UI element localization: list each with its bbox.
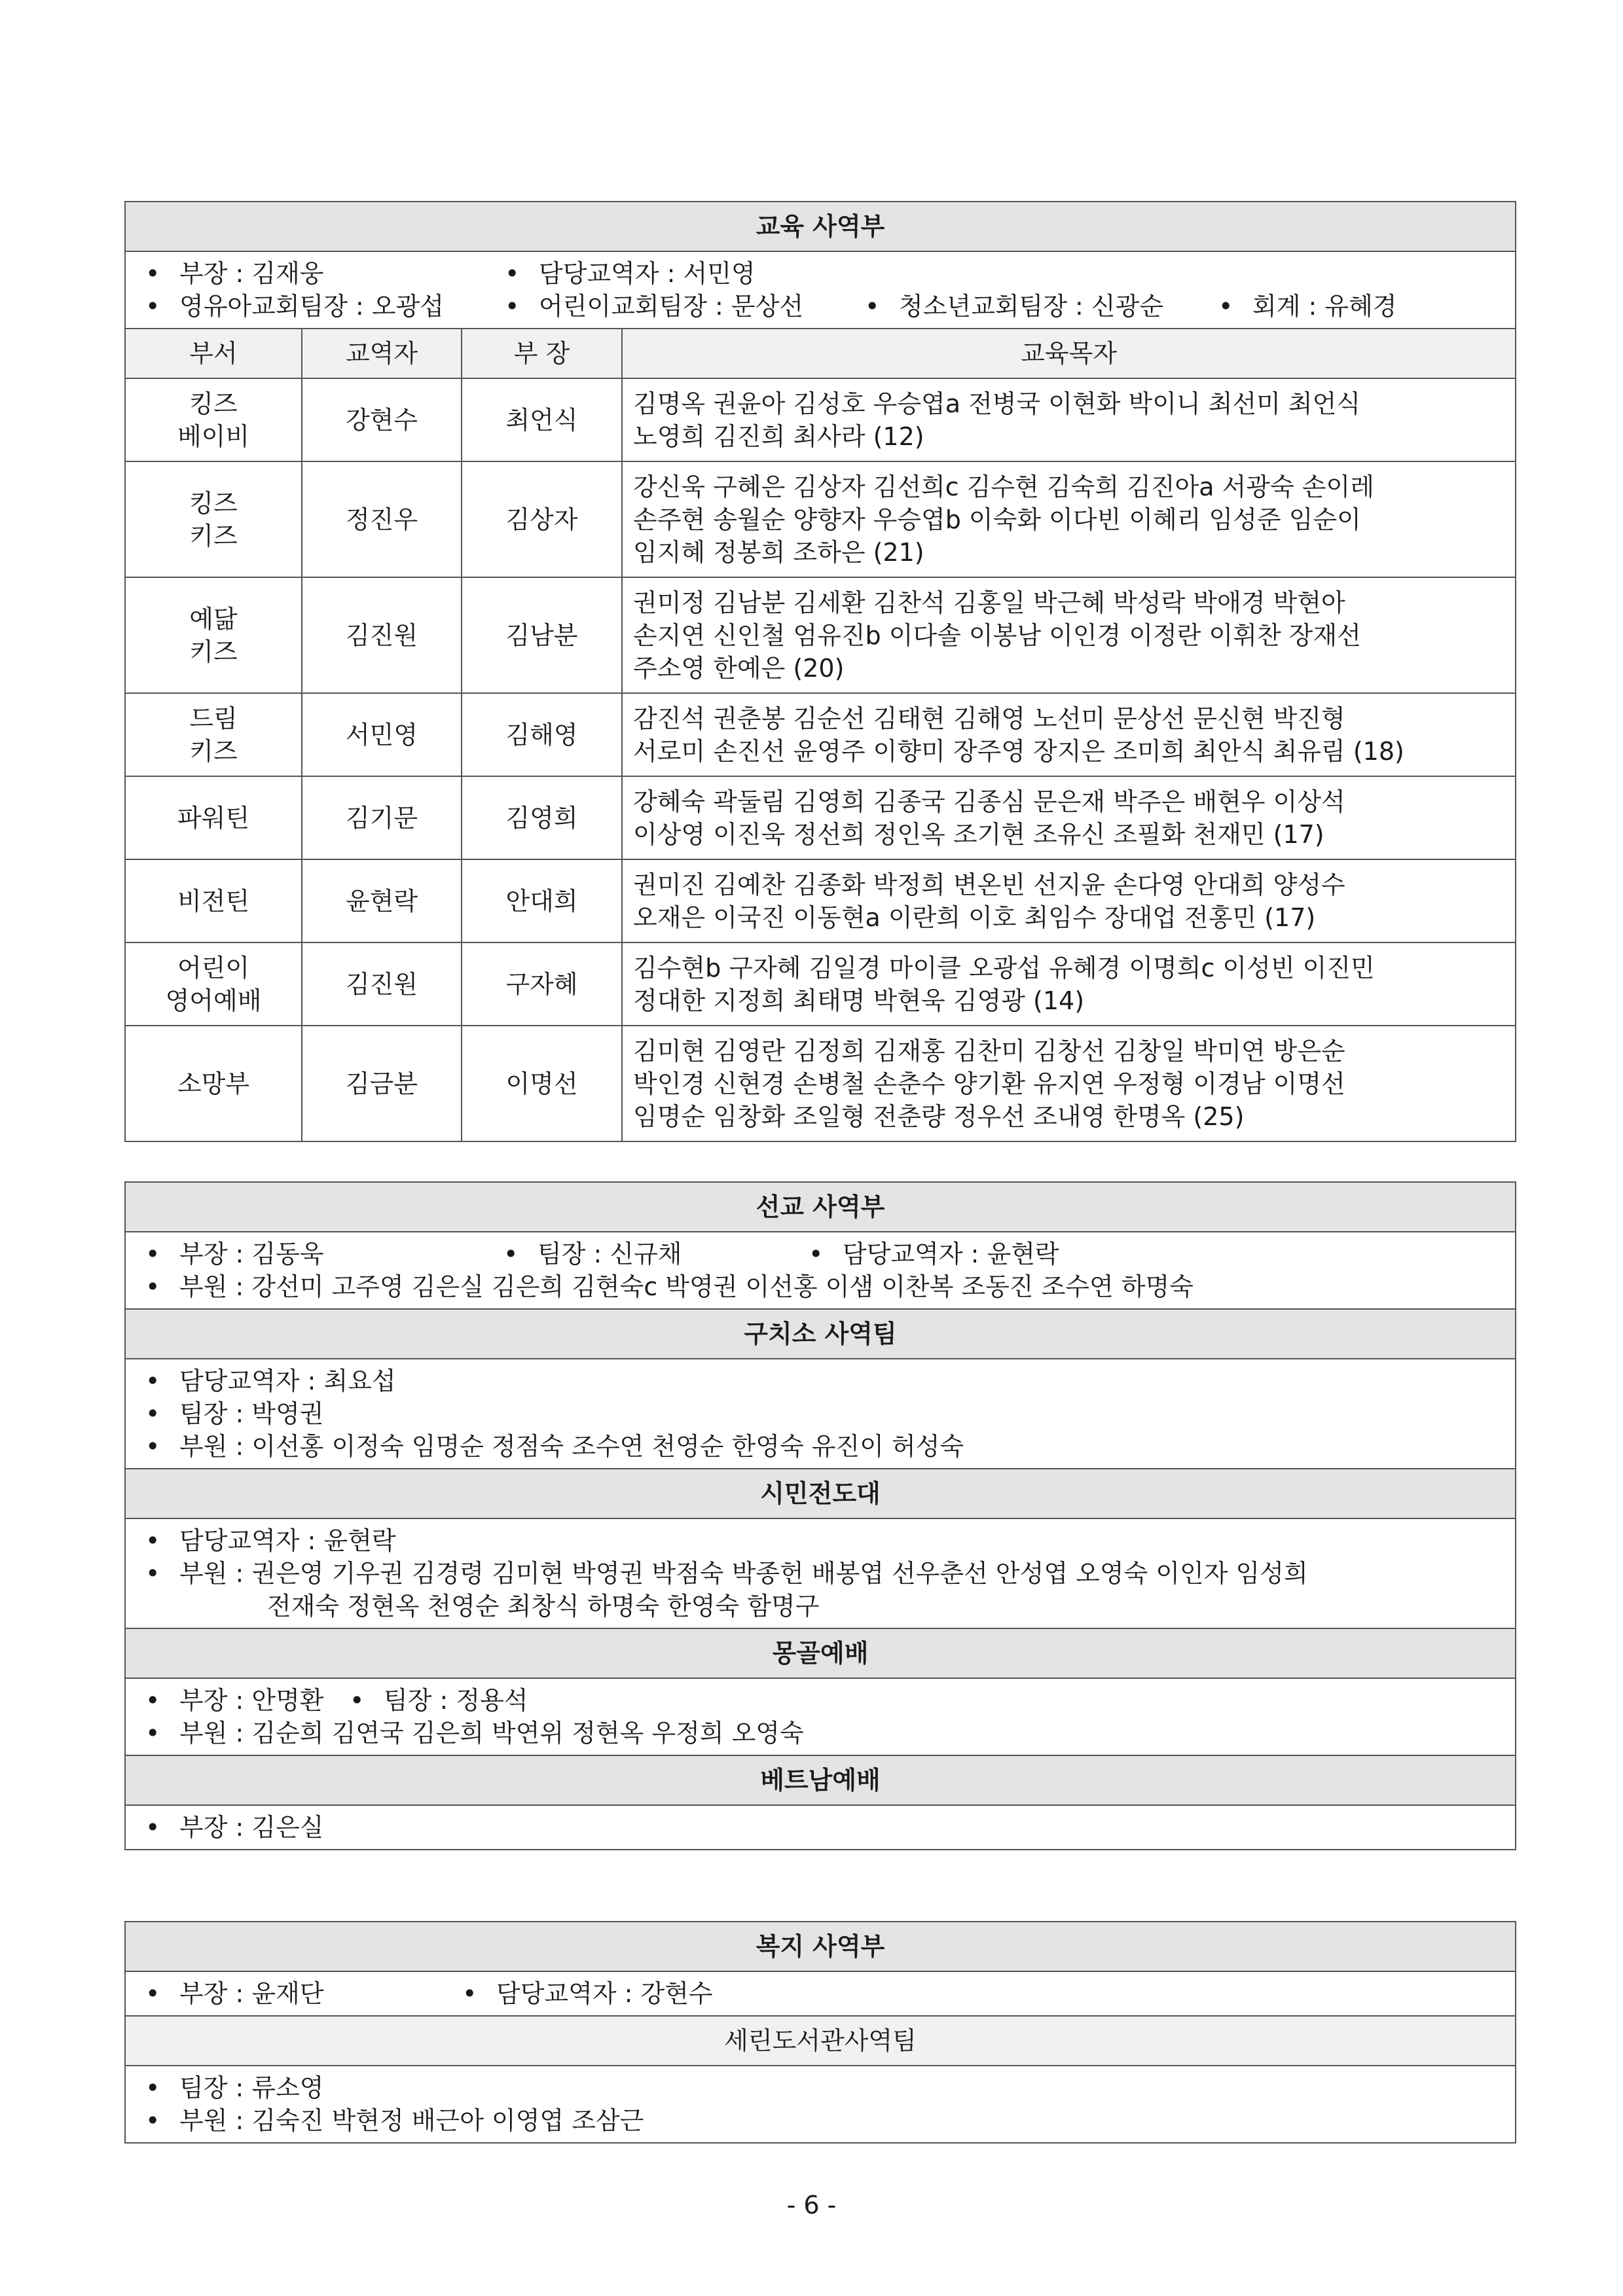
education-head: 부장 : 김재웅	[179, 259, 324, 288]
teachers-line: 오재은 이국진 이동현a 이란희 이호 최임수 장대업 전홍민 (17)	[633, 903, 1316, 932]
dept-name: 소망부	[177, 1069, 250, 1098]
vietnam-head: 부장 : 김은실	[179, 1813, 324, 1842]
teachers-line: 권미진 김예찬 김종화 박정희 변온빈 선지윤 손다영 안대희 양성수	[633, 870, 1345, 899]
prison-members: 부원 : 이선홍 이정숙 임명순 정점숙 조수연 천영순 한영숙 유진이 허성숙	[179, 1432, 964, 1461]
bullet-icon: •	[145, 1719, 160, 1748]
pastor-cell: 김진원	[302, 942, 462, 1026]
table-row	[125, 577, 1516, 693]
column-header-dept: 부서	[125, 329, 302, 378]
bullet-icon: •	[865, 292, 880, 321]
education-info	[125, 251, 1516, 329]
table-row	[125, 942, 1516, 1026]
table-row	[125, 1026, 1516, 1141]
mongol-worship-info	[125, 1678, 1516, 1755]
teachers-line: 주소영 한예은 (20)	[633, 653, 845, 683]
mission-members: 부원 : 강선미 고주영 김은실 김은희 김현숙c 박영권 이선홍 이샘 이찬복 조동진 조수연 하명숙	[179, 1272, 1194, 1301]
bullet-icon: •	[809, 1240, 824, 1268]
pastor-cell: 윤현락	[302, 859, 462, 942]
head-cell: 구자혜	[462, 942, 622, 1026]
head-cell: 최언식	[462, 378, 622, 461]
teachers-line: 감진석 권춘봉 김순선 김태현 김해영 노선미 문상선 문신현 박진형	[633, 704, 1345, 733]
bullet-icon: •	[505, 259, 520, 288]
teachers-line: 김수현b 구자혜 김일경 마이클 오광섭 유혜경 이명희c 이성빈 이진민	[633, 953, 1375, 982]
education-title: 교육 사역부	[125, 202, 1516, 251]
dept-name: 키즈	[189, 736, 238, 766]
bullet-icon: •	[145, 1432, 160, 1461]
citizen-pastor: 담당교역자 : 윤현락	[179, 1526, 396, 1555]
pastor-cell: 서민영	[302, 693, 462, 776]
prison-team-lead: 팀장 : 박영권	[179, 1399, 324, 1428]
bullet-icon: •	[145, 1367, 160, 1395]
library-team-lead: 팀장 : 류소영	[179, 2073, 324, 2102]
mongol-team-lead: 팀장 : 정용석	[384, 1686, 528, 1715]
pastor-cell: 정진우	[302, 461, 462, 577]
head-cell: 안대희	[462, 859, 622, 942]
teachers-line: 서로미 손진선 윤영주 이향미 장주영 장지은 조미희 최안식 최유림 (18)	[633, 736, 1404, 766]
dept-name: 어린이	[177, 953, 250, 982]
teachers-line: 김미현 김영란 김정희 김재홍 김찬미 김창선 김창일 박미연 방은순	[633, 1036, 1345, 1066]
welfare-head: 부장 : 윤재단	[179, 1979, 324, 2008]
mongol-head: 부장 : 안명환	[179, 1686, 324, 1715]
library-team-title: 세린도서관사역팀	[125, 2016, 1516, 2066]
library-members: 부원 : 김숙진 박현정 배근아 이영엽 조삼근	[179, 2106, 644, 2135]
prison-team-info	[125, 1359, 1516, 1469]
teachers-line: 권미정 김남분 김세환 김찬석 김홍일 박근혜 박성락 박애경 박현아	[633, 588, 1345, 617]
bullet-icon: •	[145, 1272, 160, 1301]
citizen-evangelism-info	[125, 1518, 1516, 1628]
head-cell: 김해영	[462, 693, 622, 776]
dept-name: 키즈	[189, 637, 238, 666]
education-table	[124, 201, 1516, 1142]
dept-name: 예닮	[189, 604, 238, 634]
teachers-line: 박인경 신현경 손병철 손춘수 양기환 유지연 우정형 이경남 이명선	[633, 1069, 1345, 1098]
table-row	[125, 378, 1516, 461]
library-team-info	[125, 2066, 1516, 2143]
teachers-line: 강신욱 구혜은 김상자 김선희c 김수현 김숙희 김진아a 서광숙 손이레	[633, 472, 1374, 501]
bullet-icon: •	[505, 292, 520, 321]
bullet-icon: •	[1218, 292, 1233, 321]
welfare-table	[124, 1921, 1516, 2144]
pastor-cell: 김기문	[302, 776, 462, 859]
treasurer: 회계 : 유혜경	[1252, 292, 1397, 321]
column-header-head: 부 장	[462, 329, 622, 378]
bullet-icon: •	[145, 1240, 160, 1268]
mongol-worship-title: 몽골예배	[125, 1628, 1516, 1678]
teachers-line: 노영희 김진희 최사라 (12)	[633, 422, 924, 451]
pastor-cell: 강현수	[302, 378, 462, 461]
mission-pastor: 담당교역자 : 윤현락	[843, 1240, 1059, 1268]
mission-title: 선교 사역부	[125, 1182, 1516, 1232]
youth-team-lead: 청소년교회팀장 : 신광순	[899, 292, 1164, 321]
children-team-lead: 어린이교회팀장 : 문상선	[539, 292, 804, 321]
table-row	[125, 776, 1516, 859]
bullet-icon: •	[145, 1813, 160, 1842]
bullet-icon: •	[145, 2106, 160, 2135]
dept-name: 키즈	[189, 521, 238, 550]
head-cell: 이명선	[462, 1026, 622, 1141]
citizen-members-cont: 전재숙 정현옥 천영순 최창식 하명숙 한영숙 함명구	[267, 1592, 820, 1621]
pastor-cell: 김진원	[302, 577, 462, 693]
prison-team-title: 구치소 사역팀	[125, 1309, 1516, 1359]
welfare-info	[125, 1971, 1516, 2016]
teachers-line: 강혜숙 곽둘림 김영희 김종국 김종심 문은재 박주은 배현우 이상석	[633, 787, 1345, 816]
bullet-icon: •	[145, 292, 160, 321]
dept-name: 킹즈	[189, 389, 238, 418]
teachers-line: 정대한 지정희 최태명 박현욱 김영광 (14)	[633, 986, 1085, 1015]
vietnam-worship-info	[125, 1805, 1516, 1850]
teachers-line: 손지연 신인철 엄유진b 이다솔 이봉남 이인경 이정란 이휘찬 장재선	[633, 620, 1361, 650]
vietnam-worship-title: 베트남예배	[125, 1755, 1516, 1805]
pastor-cell: 김금분	[302, 1026, 462, 1141]
dept-name: 비전틴	[177, 886, 250, 916]
mission-team-lead: 팀장 : 신규채	[538, 1240, 682, 1268]
welfare-title: 복지 사역부	[125, 1922, 1516, 1971]
table-row	[125, 461, 1516, 577]
head-cell: 김영희	[462, 776, 622, 859]
bullet-icon: •	[145, 1526, 160, 1555]
teachers-line: 임지혜 정봉희 조하은 (21)	[633, 537, 924, 567]
head-cell: 김상자	[462, 461, 622, 577]
mission-head: 부장 : 김동욱	[179, 1240, 324, 1268]
mission-info	[125, 1232, 1516, 1309]
page-number: - 6 -	[786, 2191, 837, 2219]
bullet-icon: •	[145, 259, 160, 288]
bullet-icon: •	[145, 2073, 160, 2102]
teachers-line: 손주현 송월순 양향자 우승엽b 이숙화 이다빈 이혜리 임성준 임순이	[633, 505, 1361, 534]
head-cell: 김남분	[462, 577, 622, 693]
citizen-evangelism-title: 시민전도대	[125, 1469, 1516, 1518]
bullet-icon: •	[145, 1979, 160, 2008]
prison-pastor: 담당교역자 : 최요섭	[179, 1367, 396, 1395]
infant-team-lead: 영유아교회팀장 : 오광섭	[179, 292, 445, 321]
bullet-icon: •	[145, 1399, 160, 1428]
bullet-icon: •	[145, 1559, 160, 1588]
dept-name: 드림	[189, 704, 238, 733]
column-header-teachers: 교육목자	[622, 329, 1516, 378]
teachers-line: 임명순 임창화 조일형 전춘량 정우선 조내영 한명옥 (25)	[633, 1102, 1245, 1131]
bullet-icon: •	[503, 1240, 519, 1268]
bullet-icon: •	[145, 1686, 160, 1715]
dept-name: 킹즈	[189, 488, 238, 518]
dept-name: 베이비	[177, 422, 250, 451]
dept-name: 파워틴	[177, 803, 250, 833]
bullet-icon: •	[462, 1979, 477, 2008]
table-row	[125, 859, 1516, 942]
mongol-members: 부원 : 김순희 김연국 김은희 박연위 정현옥 우정희 오영숙	[179, 1719, 804, 1748]
education-pastor: 담당교역자 : 서민영	[539, 259, 756, 288]
welfare-pastor: 담당교역자 : 강현수	[496, 1979, 713, 2008]
column-header-pastor: 교역자	[302, 329, 462, 378]
dept-name: 영어예배	[165, 986, 262, 1015]
citizen-members: 부원 : 권은영 기우권 김경령 김미현 박영권 박점숙 박종헌 배봉엽 선우춘선 안성엽 오영숙 이인자 임성희	[179, 1559, 1308, 1588]
mission-table	[124, 1181, 1516, 1850]
table-row	[125, 693, 1516, 776]
teachers-line: 김명옥 권윤아 김성호 우승엽a 전병국 이현화 박이니 최선미 최언식	[633, 389, 1361, 418]
bullet-icon: •	[350, 1686, 365, 1715]
teachers-line: 이상영 이진욱 정선희 정인옥 조기현 조유신 조필화 천재민 (17)	[633, 819, 1324, 849]
